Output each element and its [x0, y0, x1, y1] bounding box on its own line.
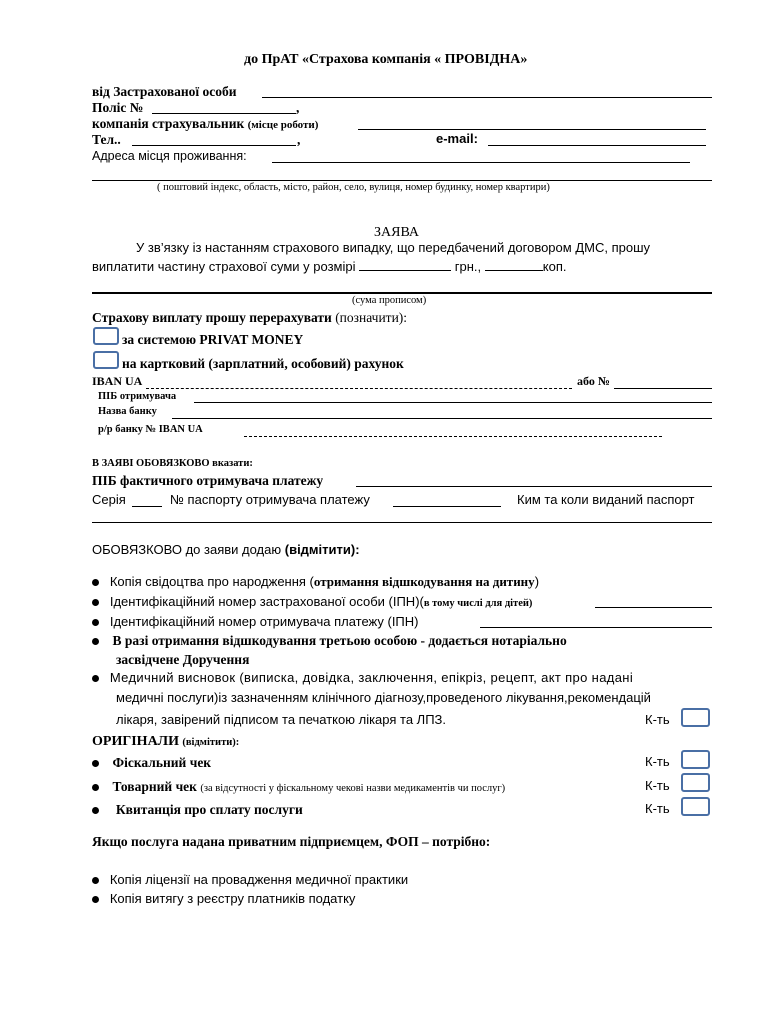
or-number-label: або № [577, 374, 610, 388]
email-label: e-mail: [436, 131, 478, 146]
phone-line[interactable] [132, 145, 296, 146]
address-label: Адреса місця проживання: [92, 149, 247, 163]
passport-label: № паспорту отримувача платежу [170, 492, 370, 507]
addressee: до ПрАТ «Страхова компанія « ПРОВІДНА» [244, 52, 528, 67]
payment-heading: Страхову виплату прошу перерахувати (позначити): [92, 310, 408, 325]
address-hint: ( поштовий індекс, область, місто, район, село, вулиця, номер будинку, номер квартири) [157, 182, 550, 193]
original-item-3: Квитанція про сплату послуги [92, 802, 303, 818]
series-label: Серія [92, 492, 126, 507]
checkbox-card-account[interactable] [93, 351, 119, 369]
checkbox-privat-money[interactable] [93, 327, 119, 345]
sum-hint: (сума прописом) [352, 295, 427, 306]
iban-line[interactable] [146, 388, 572, 389]
item-3-line[interactable] [480, 627, 712, 628]
qty-box-goods[interactable] [681, 773, 710, 792]
passport-line[interactable] [393, 506, 501, 507]
fop-item-1: Копія ліцензії на провадження медичної практики [92, 873, 408, 888]
fop-item-2: Копія витягу з реєстру платників податку [92, 892, 355, 907]
attach-item-1: Копія свідоцтва про народження (отримання відшкодування на дитину) [92, 575, 539, 590]
option-privat-money: за системою PRIVAT MONEY [122, 332, 304, 347]
attach-item-4: В разі отримання відшкодування третьою особою - додається нотаріально [92, 633, 567, 649]
fop-heading: Якщо послуга надана приватним підприємцем, ФОП – потрібно: [92, 834, 491, 849]
issued-line[interactable] [92, 522, 712, 523]
item-2-line[interactable] [595, 607, 712, 608]
bank-name-label: Назва банку [98, 406, 157, 417]
phone-label: Тел.. [92, 132, 121, 147]
mandatory-heading: В ЗАЯВІ ОБОВЯЗКОВО вказати: [92, 458, 253, 469]
address-line-2[interactable] [92, 180, 712, 181]
bank-iban-label: р/р банку № IBAN UA [98, 424, 203, 435]
qty-label-goods: К-ть [645, 778, 670, 793]
sum-words-line[interactable] [92, 292, 712, 294]
company-line[interactable] [358, 129, 706, 130]
attach-item-5-cont: медичні послуги)із зазначенням клінічного діагнозу,проведеного лікування,рекомендацій [116, 690, 651, 705]
address-line-1[interactable] [272, 162, 690, 163]
policy-label: Поліс № [92, 100, 144, 115]
original-item-1: Фіскальний чек [92, 755, 211, 771]
qty-label-fiscal: К-ть [645, 754, 670, 769]
option-card-account: на картковий (зарплатний, особовий) рахунок [122, 356, 404, 371]
qty-box-medical[interactable] [681, 708, 710, 727]
qty-label-medical: К-ть [645, 712, 670, 727]
actual-recipient-label: ПІБ фактичного отримувача платежу [92, 473, 324, 488]
attach-item-5: Медичний висновок (виписка, довідка, заключення, епікріз, рецепт, акт про надані [92, 671, 633, 686]
bank-name-line[interactable] [172, 418, 712, 419]
recipient-line[interactable] [194, 402, 712, 403]
original-item-2: Товарний чек (за відсутності у фіскальному чекові назви медикаментів чи послуг) [92, 779, 505, 795]
insured-line[interactable] [262, 97, 712, 98]
statement-line-1: У зв’язку із настанням страхового випадку, що передбачений договором ДМС, прошу [136, 240, 650, 255]
company-label: компанія страхувальник (місце роботи) [92, 116, 319, 131]
attach-item-5-end: лікаря, завірений підписом та печаткою лікаря та ЛПЗ. [116, 712, 447, 727]
attach-item-3: Ідентифікаційний номер отримувача платежу (ІПН) [92, 615, 419, 630]
originals-heading: ОРИГІНАЛИ (відмітити): [92, 734, 240, 749]
statement-line-2: виплатити частину страхової суми у розмірі грн., коп. [92, 259, 567, 274]
policy-line[interactable] [152, 113, 296, 114]
series-line[interactable] [132, 506, 162, 507]
bank-iban-line[interactable] [244, 436, 662, 437]
qty-box-fiscal[interactable] [681, 750, 710, 769]
issued-label: Ким та коли виданий паспорт [517, 492, 695, 507]
qty-label-receipt: К-ть [645, 801, 670, 816]
recipient-label: ПІБ отримувача [98, 391, 177, 402]
statement-title: ЗАЯВА [374, 225, 420, 240]
or-number-line[interactable] [614, 388, 712, 389]
qty-box-receipt[interactable] [681, 797, 710, 816]
iban-label: IBAN UA [92, 374, 143, 388]
insured-label: від Застрахованої особи [92, 84, 237, 99]
actual-recipient-line[interactable] [356, 486, 712, 487]
attach-heading: ОБОВЯЗКОВО до заяви додаю (відмітити): [92, 542, 360, 557]
attach-item-2: Ідентифікаційний номер застрахованої особи (ІПН)(в тому числі для дітей) [92, 595, 532, 610]
attach-item-4-cont: засвідчене Доручення [116, 652, 250, 667]
email-line[interactable] [488, 145, 706, 146]
